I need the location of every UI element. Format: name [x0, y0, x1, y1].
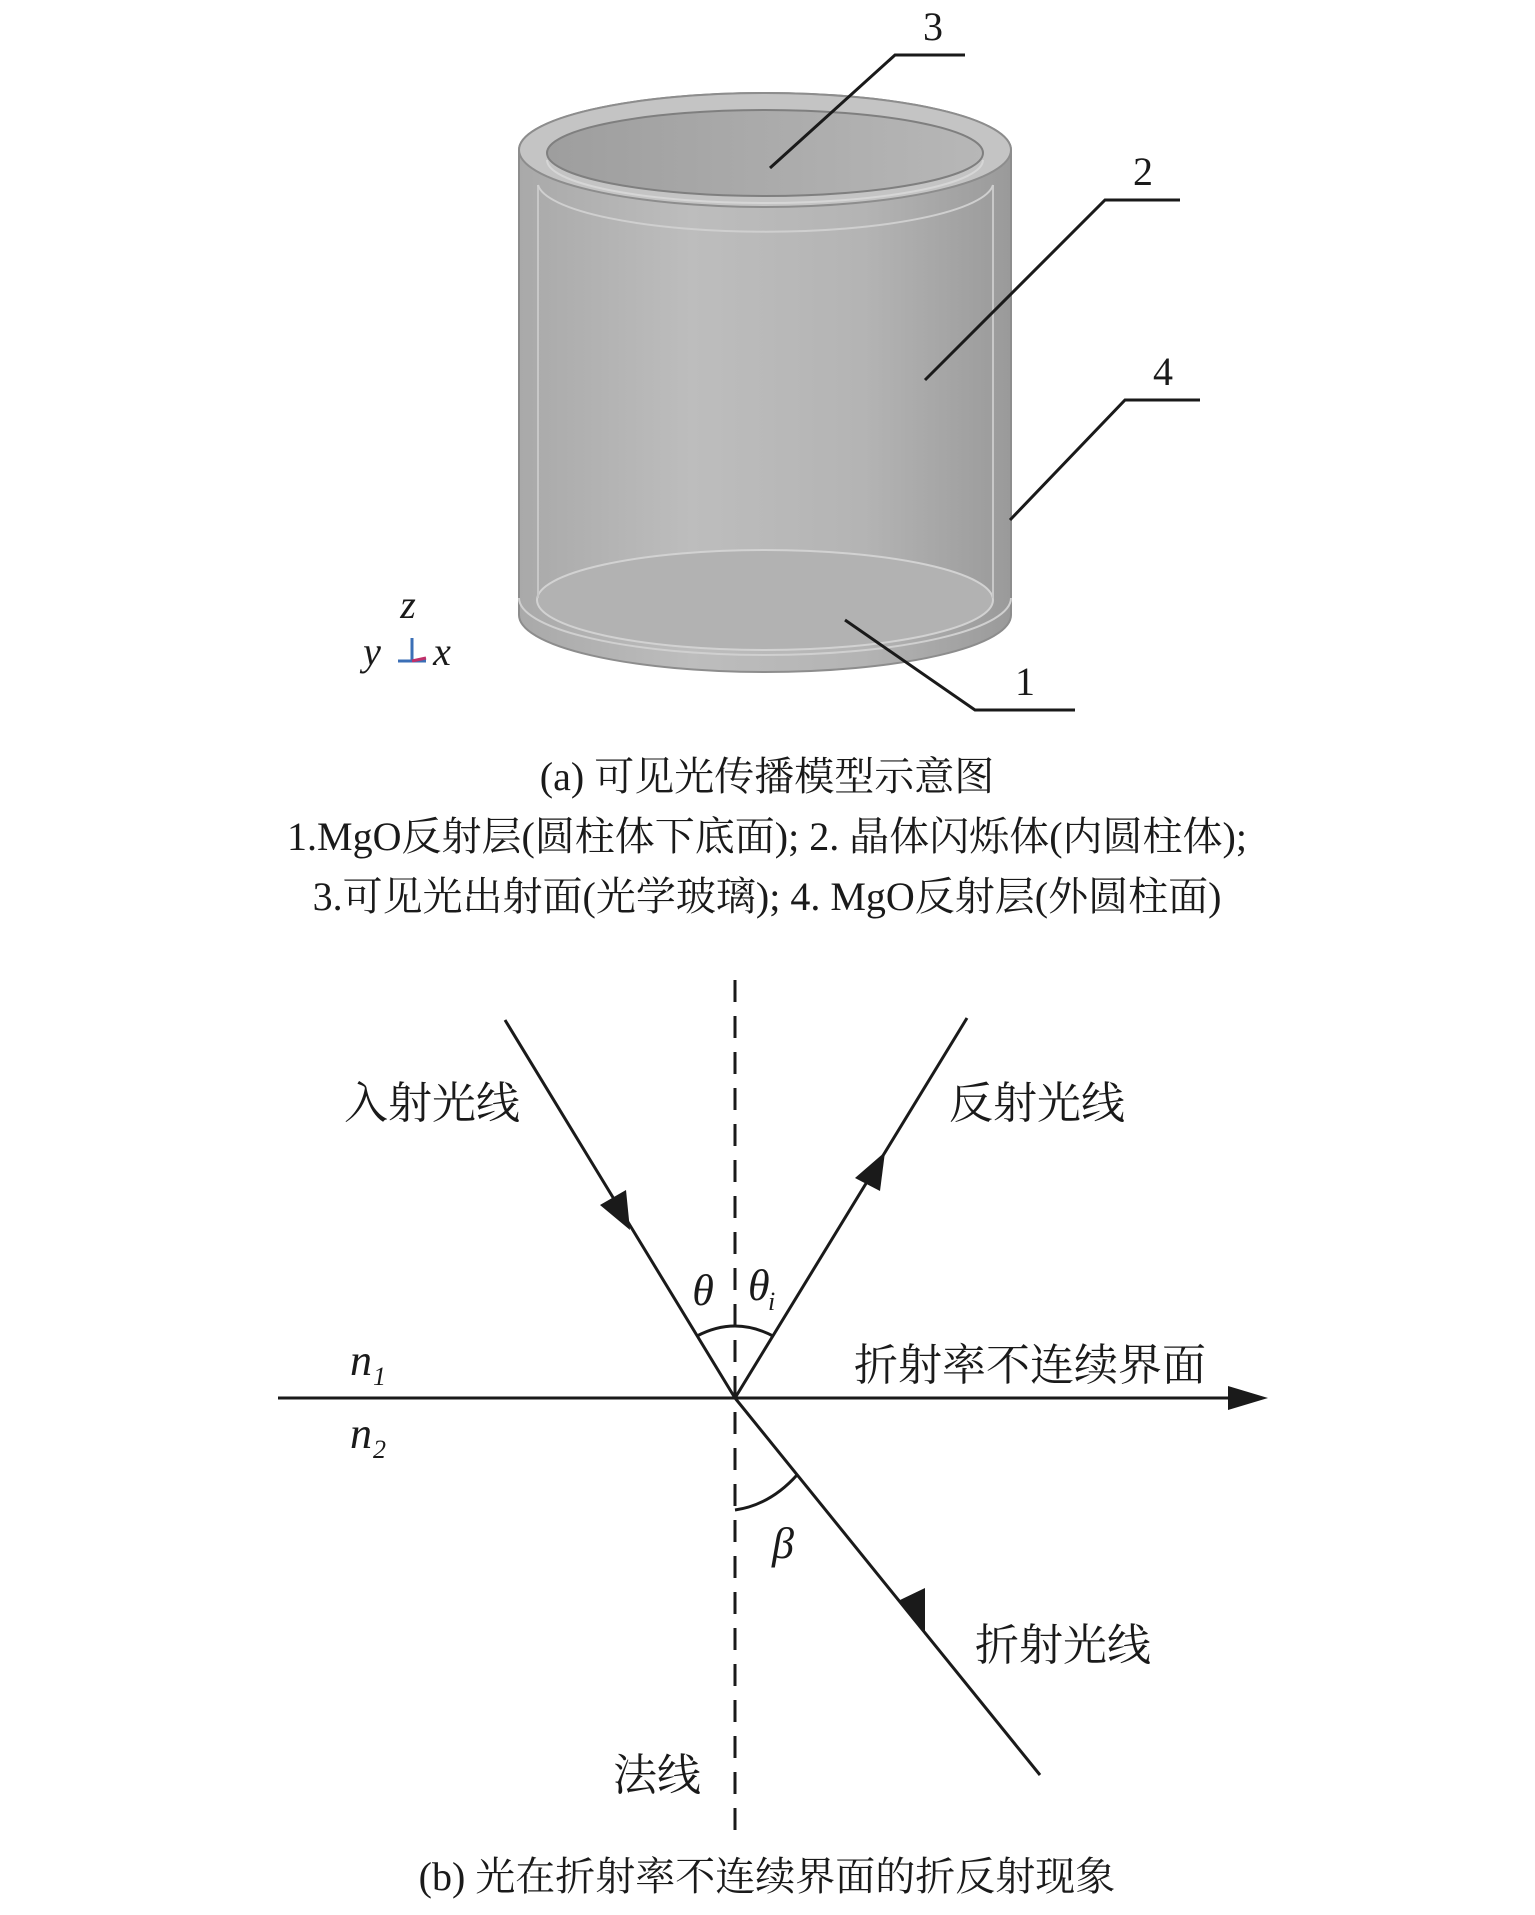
label-normal: 法线	[613, 1751, 701, 1800]
axis-z-label: z	[400, 582, 416, 627]
svg-text:i: i	[768, 1287, 776, 1316]
caption-a-legend-line2: 3.可见光出射面(光学玻璃); 4. MgO反射层(外圆柱面)	[312, 874, 1222, 919]
label-interface: 折射率不连续界面	[854, 1341, 1206, 1390]
reflected-ray-arrowhead	[855, 1152, 885, 1191]
label-reflected-ray: 反射光线	[949, 1079, 1125, 1128]
callout-4	[1010, 349, 1200, 520]
refracted-ray-arrowhead	[900, 1588, 925, 1635]
svg-text:θ: θ	[748, 1261, 770, 1310]
svg-text:2: 2	[373, 1435, 386, 1464]
axis-triad	[359, 582, 451, 674]
axis-x-label: x	[433, 629, 451, 674]
callout-label-4: 4	[1153, 349, 1173, 394]
label-n2	[350, 1409, 386, 1464]
label-refracted-ray: 折射光线	[975, 1621, 1151, 1670]
refracted-ray	[735, 1398, 1040, 1775]
interface-arrowhead	[1228, 1386, 1268, 1410]
callout-label-2: 2	[1133, 149, 1153, 194]
cylinder-model	[519, 93, 1011, 672]
caption-a-title: (a) 可见光传播模型示意图	[539, 754, 995, 799]
label-incident-ray: 入射光线	[344, 1079, 520, 1128]
label-theta: θ	[692, 1266, 714, 1315]
caption-b: (b) 光在折射率不连续界面的折反射现象	[418, 1854, 1116, 1899]
svg-text:1: 1	[373, 1362, 386, 1391]
label-theta-i	[748, 1261, 775, 1316]
callout-label-1: 1	[1015, 659, 1035, 704]
label-beta: β	[772, 1519, 794, 1568]
beta-arc	[735, 1475, 797, 1510]
caption-a-legend-line1: 1.MgO反射层(圆柱体下底面); 2. 晶体闪烁体(内圆柱体);	[287, 814, 1247, 859]
incident-ray-arrowhead	[600, 1190, 630, 1230]
theta-i-arc	[735, 1326, 773, 1336]
label-n1	[350, 1336, 386, 1391]
optical-glass-exit-face	[547, 110, 983, 196]
svg-text:n: n	[350, 1409, 372, 1458]
axis-y-label: y	[363, 629, 381, 674]
inner-bottom-ellipse	[537, 550, 993, 650]
theta-arc	[697, 1326, 735, 1336]
svg-text:n: n	[350, 1336, 372, 1385]
callout-label-3: 3	[923, 4, 943, 49]
